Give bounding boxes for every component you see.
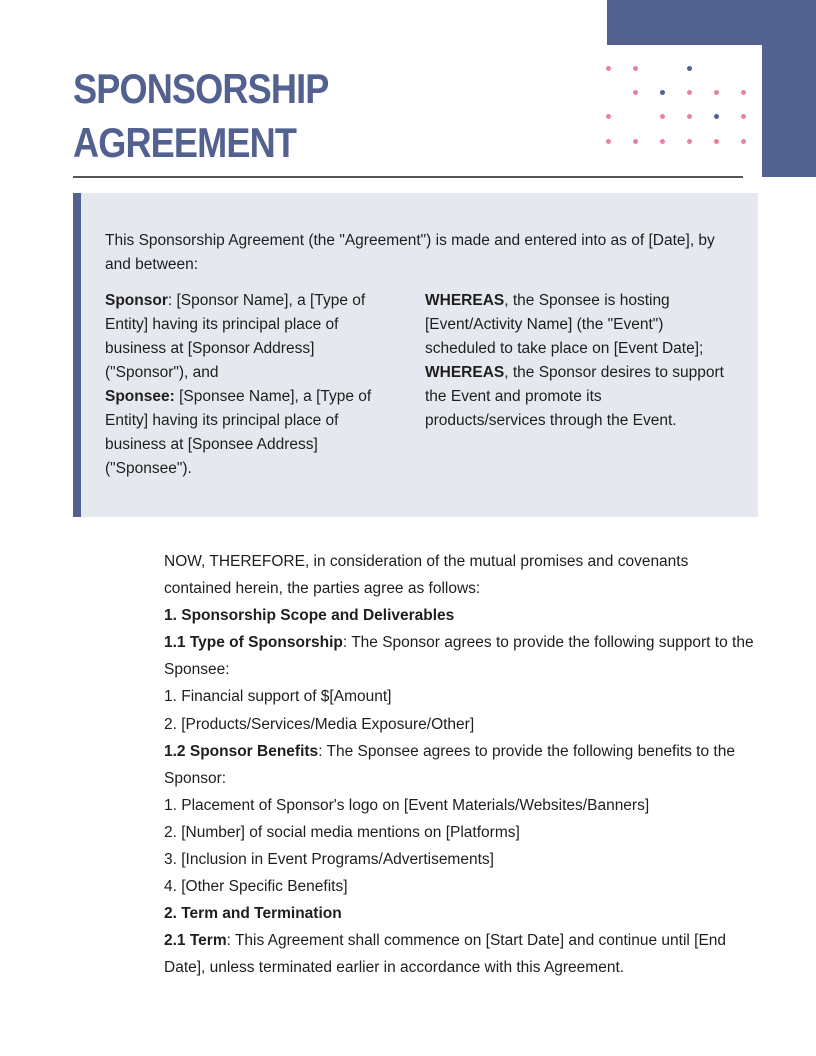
whereas-text: , the Sponsee is hosting [Event/Activity Name] (the "Event") scheduled to take place on [Event Date]; bbox=[425, 292, 704, 357]
dot bbox=[714, 139, 719, 144]
list-item: 2. [Number] of social media mentions on [Platforms] bbox=[164, 823, 520, 841]
clause-1-1 bbox=[164, 629, 754, 683]
list-item: 2. [Products/Services/Media Exposure/Other] bbox=[164, 715, 475, 733]
corner-block-top bbox=[607, 0, 816, 45]
dot bbox=[741, 139, 746, 144]
sponsee-label: Sponsee: bbox=[105, 388, 175, 405]
dot bbox=[687, 114, 692, 119]
sponsee-paragraph bbox=[105, 385, 395, 481]
sponsee-text: [Sponsee Name], a [Type of Entity] having its principal place of business at [Sponsee Address] ("Sponsee"). bbox=[105, 388, 372, 477]
intro-paragraph: This Sponsorship Agreement (the "Agreement") is made and entered into as of [Date], by and between: bbox=[105, 232, 715, 273]
dot bbox=[687, 139, 692, 144]
page-title bbox=[73, 62, 328, 170]
sponsor-paragraph bbox=[105, 289, 395, 385]
clause-text: : The Sponsor agrees to provide the following support to the Sponsee: bbox=[164, 634, 754, 679]
list-item: 1. Placement of Sponsor's logo on [Event Materials/Websites/Banners] bbox=[164, 796, 650, 814]
whereas-text: , the Sponsor desires to support the Event and promote its products/services through the Event. bbox=[425, 364, 724, 429]
title-divider bbox=[73, 176, 743, 178]
corner-block-right bbox=[762, 45, 816, 177]
dot bbox=[660, 114, 665, 119]
dot bbox=[741, 114, 746, 119]
dot bbox=[714, 90, 719, 95]
sponsor-text: : [Sponsor Name], a [Type of Entity] having its principal place of business at [Sponsor Address] ("Sponsor"), and bbox=[105, 292, 366, 381]
agreement-body bbox=[164, 548, 754, 982]
dot bbox=[633, 66, 638, 71]
clause-text: : The Sponsee agrees to provide the following benefits to the Sponsor: bbox=[164, 742, 735, 787]
section-heading bbox=[164, 602, 754, 629]
title-line-1: SPONSORSHIP bbox=[73, 65, 329, 112]
clause-label: 1.1 Type of Sponsorship bbox=[164, 634, 343, 652]
now-therefore-paragraph: NOW, THEREFORE, in consideration of the mutual promises and covenants contained herein, the parties agree as follows: bbox=[164, 553, 689, 598]
dot bbox=[633, 90, 638, 95]
dot bbox=[633, 139, 638, 144]
dot bbox=[714, 114, 719, 119]
dot bbox=[660, 90, 665, 95]
list-item: 4. [Other Specific Benefits] bbox=[164, 878, 348, 896]
dot bbox=[741, 90, 746, 95]
dot bbox=[660, 139, 665, 144]
sponsor-label: Sponsor bbox=[105, 292, 168, 309]
dot bbox=[687, 90, 692, 95]
dot bbox=[687, 66, 692, 71]
section-heading bbox=[164, 900, 754, 927]
whereas-column bbox=[425, 289, 725, 433]
clause-1-2 bbox=[164, 738, 754, 792]
clause-label: 1.2 Sponsor Benefits bbox=[164, 742, 319, 760]
clause-2-1 bbox=[164, 927, 754, 981]
clause-label: 2.1 Term bbox=[164, 932, 227, 950]
title-line-2: AGREEMENT bbox=[73, 119, 297, 166]
section-2-heading: 2. Term and Termination bbox=[164, 905, 342, 923]
whereas-paragraph-2 bbox=[425, 361, 725, 433]
dot bbox=[606, 139, 611, 144]
whereas-label: WHEREAS bbox=[425, 364, 505, 381]
section-1-heading: 1. Sponsorship Scope and Deliverables bbox=[164, 607, 455, 625]
list-item: 1. Financial support of $[Amount] bbox=[164, 688, 392, 706]
decorative-dot-grid bbox=[604, 62, 754, 152]
dot bbox=[606, 66, 611, 71]
clause-text: : This Agreement shall commence on [Start Date] and continue until [End Date], unless terminated earlier in accordance with this Agreement. bbox=[164, 932, 727, 977]
parties-box bbox=[73, 193, 758, 517]
dot bbox=[606, 114, 611, 119]
list-item: 3. [Inclusion in Event Programs/Advertisements] bbox=[164, 851, 494, 869]
whereas-paragraph-1 bbox=[425, 289, 725, 361]
whereas-label: WHEREAS bbox=[425, 292, 505, 309]
parties-column bbox=[105, 289, 395, 481]
